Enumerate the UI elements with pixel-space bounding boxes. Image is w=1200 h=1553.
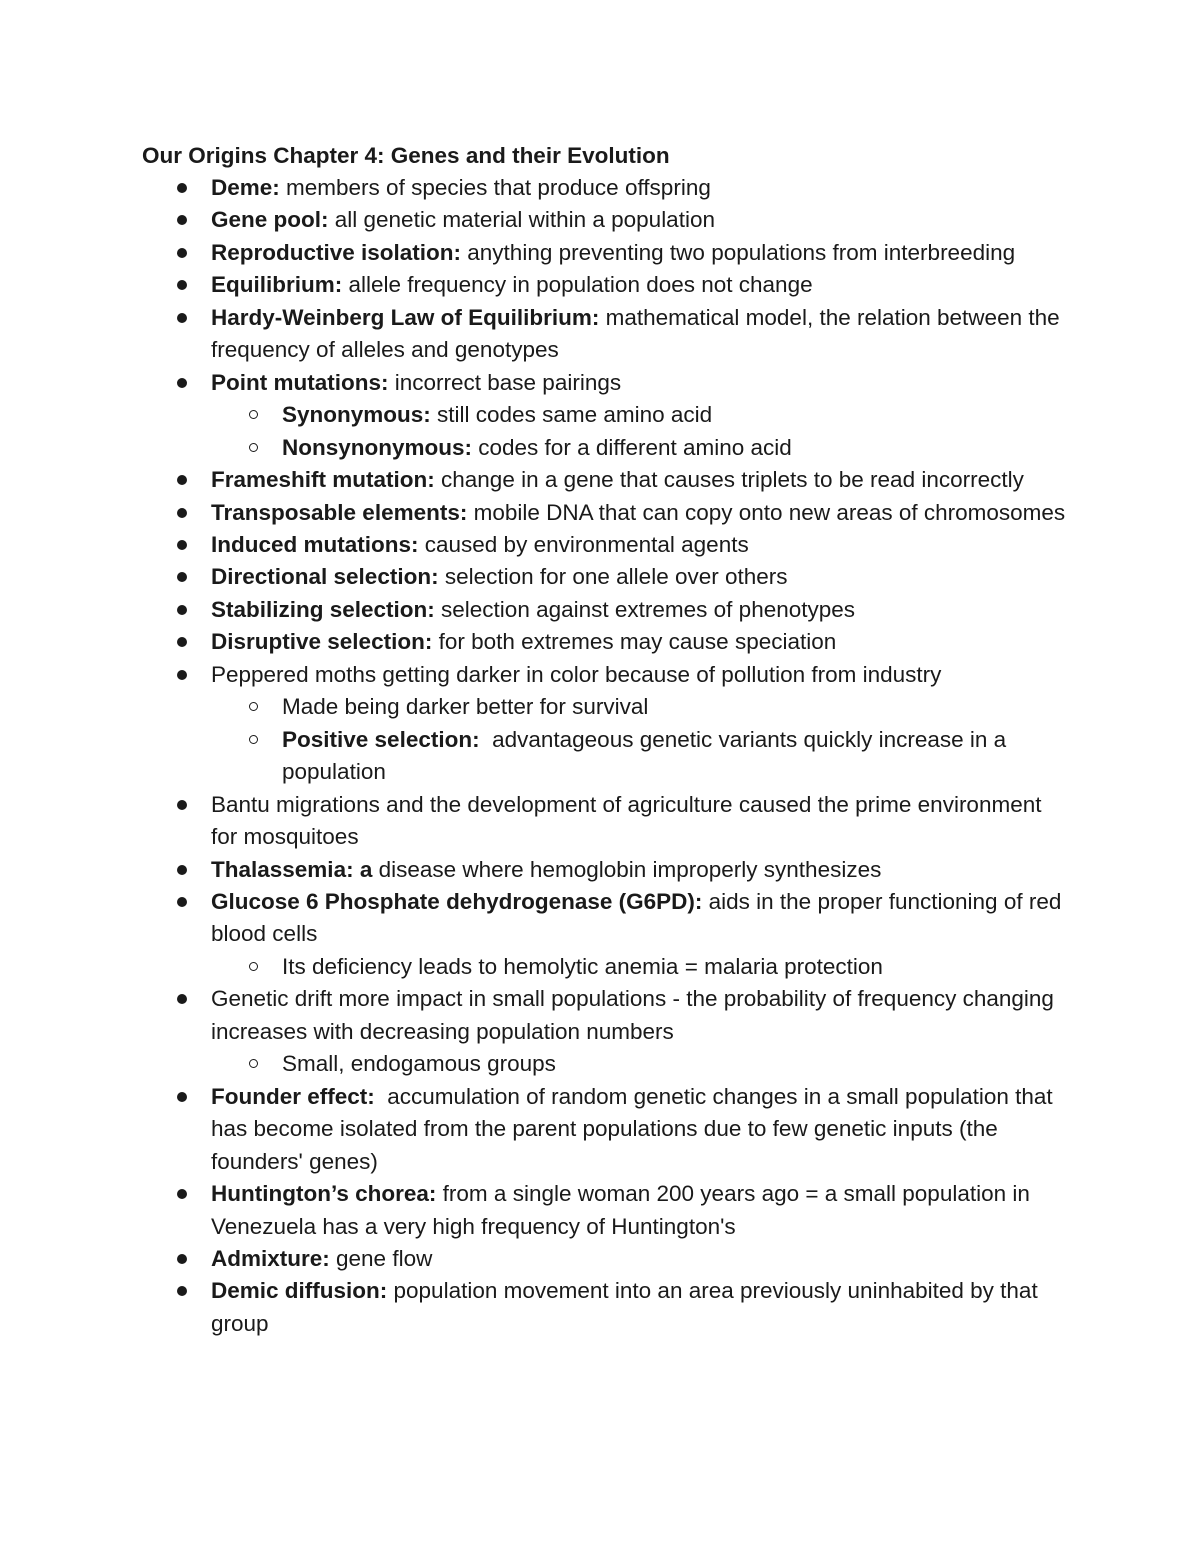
term-label: Glucose 6 Phosphate dehydrogenase (G6PD): xyxy=(211,888,703,914)
bullet-icon xyxy=(177,994,187,1004)
sub-list-item xyxy=(0,432,1071,464)
definition-text: selection against extremes of phenotypes xyxy=(434,596,856,622)
hollow-bullet-icon xyxy=(249,735,258,744)
term-label: Positive selection: xyxy=(282,726,480,752)
definition-text: Made being darker better for survival xyxy=(282,694,649,720)
term-label: Stabilizing selection: xyxy=(211,596,435,622)
definition-text: change in a gene that causes triplets to be read incorrectly xyxy=(434,467,1024,493)
list-item xyxy=(0,659,1071,691)
bullet-icon xyxy=(177,572,187,582)
term-label: Deme: xyxy=(211,175,280,200)
definition-text: allele frequency in population does not change xyxy=(342,272,813,298)
list-item xyxy=(0,269,1071,301)
list-item xyxy=(0,594,1071,626)
term-label: Thalassemia: a xyxy=(211,856,373,882)
term-label: Gene pool: xyxy=(211,207,329,233)
list-item xyxy=(0,854,1071,886)
bullet-icon xyxy=(177,865,187,875)
list-item xyxy=(0,497,1071,529)
bullet-icon xyxy=(177,670,187,680)
list-item xyxy=(0,237,1071,269)
definition-text: for both extremes may cause speciation xyxy=(432,629,837,655)
term-label: Admixture: xyxy=(211,1245,330,1271)
bullet-icon xyxy=(177,508,187,518)
term-label: Frameshift mutation: xyxy=(211,467,435,493)
definition-text: members of species that produce offspring xyxy=(279,175,711,200)
bullet-icon xyxy=(177,248,187,258)
hollow-bullet-icon xyxy=(249,1059,258,1068)
document-title: Our Origins Chapter 4: Genes and their Evolution xyxy=(142,143,670,168)
definition-text: disease where hemoglobin improperly synthesizes xyxy=(372,856,882,882)
bullet-icon xyxy=(177,1254,187,1264)
list-item xyxy=(0,1243,1071,1275)
term-label: Huntington’s chorea: xyxy=(211,1181,437,1207)
bullet-icon xyxy=(177,1189,187,1199)
definition-text: aids in the proper functioning of red blood cells xyxy=(211,888,1068,947)
hollow-bullet-icon xyxy=(249,702,258,711)
definition-text: all genetic material within a population xyxy=(328,207,715,233)
definition-text: incorrect base pairings xyxy=(388,369,622,395)
definition-text: caused by environmental agents xyxy=(418,531,749,557)
term-label: Disruptive selection: xyxy=(211,629,433,655)
definition-text: advantageous genetic variants quickly increase in a population xyxy=(282,726,1013,785)
bullet-icon xyxy=(177,1092,187,1102)
list-item xyxy=(0,367,1071,399)
bullet-icon xyxy=(177,475,187,485)
term-label: Founder effect: xyxy=(211,1083,375,1109)
term-label: Induced mutations: xyxy=(211,531,419,557)
list-item xyxy=(0,626,1071,658)
term-label: Demic diffusion: xyxy=(211,1278,388,1304)
list-item xyxy=(0,561,1071,593)
term-label: Reproductive isolation: xyxy=(211,239,462,265)
definition-text: Small, endogamous groups xyxy=(282,1051,556,1077)
definition-text: accumulation of random genetic changes in a small population that has become isolated from the parent populations due to few genetic inputs (the founders' genes) xyxy=(211,1083,1059,1174)
list-item xyxy=(0,529,1071,561)
sub-list-item xyxy=(0,724,1071,789)
definition-text: population movement into an area previously uninhabited by that group xyxy=(211,1278,1044,1336)
bullet-icon xyxy=(177,378,187,388)
term-label: Point mutations: xyxy=(211,369,389,395)
definition-text: mathematical model, the relation between the frequency of alleles and genotypes xyxy=(211,304,1066,363)
term-label: Hardy-Weinberg Law of Equilibrium: xyxy=(211,304,600,330)
definition-text: from a single woman 200 years ago = a small population in Venezuela has a very high frequency of Huntington's xyxy=(211,1181,1037,1239)
list-item xyxy=(0,204,1071,236)
term-label: Equilibrium: xyxy=(211,272,343,298)
list-item xyxy=(0,1081,1071,1178)
sub-list-item xyxy=(0,951,1071,983)
hollow-bullet-icon xyxy=(249,962,258,971)
bullet-icon xyxy=(177,183,187,193)
definition-text: gene flow xyxy=(329,1245,433,1271)
hollow-bullet-icon xyxy=(249,443,258,452)
definition-text: Genetic drift more impact in small populations - the probability of frequency changing increases with decreasing population numbers xyxy=(211,986,1061,1044)
definition-text: anything preventing two populations from interbreeding xyxy=(461,239,1016,265)
bullet-icon xyxy=(177,637,187,647)
list-item xyxy=(0,302,1071,367)
definition-text: mobile DNA that can copy onto new areas of chromosomes xyxy=(467,499,1066,525)
sub-list-item xyxy=(0,691,1071,723)
bullet-icon xyxy=(177,897,187,907)
list-item xyxy=(0,464,1071,496)
term-label: Transposable elements: xyxy=(211,499,468,525)
definition-text: selection for one allele over others xyxy=(438,564,788,590)
term-label: Directional selection: xyxy=(211,564,439,590)
bullet-icon xyxy=(177,540,187,550)
list-item xyxy=(0,886,1071,951)
bullet-icon xyxy=(177,800,187,810)
list-item xyxy=(0,172,1071,204)
term-label: Nonsynonymous: xyxy=(282,434,473,460)
bullet-icon xyxy=(177,280,187,290)
notes-list xyxy=(0,172,1200,1340)
list-item xyxy=(0,1178,1071,1243)
bullet-icon xyxy=(177,1286,187,1296)
sub-list-item xyxy=(0,399,1071,431)
bullet-icon xyxy=(177,313,187,323)
sub-list-item xyxy=(0,1048,1071,1080)
bullet-icon xyxy=(177,215,187,225)
list-item xyxy=(0,983,1071,1048)
definition-text: Peppered moths getting darker in color because of pollution from industry xyxy=(211,661,942,687)
bullet-icon xyxy=(177,605,187,615)
term-label: Synonymous: xyxy=(282,402,431,428)
hollow-bullet-icon xyxy=(249,410,258,419)
definition-text: still codes same amino acid xyxy=(430,402,713,428)
list-item xyxy=(0,789,1071,854)
definition-text: codes for a different amino acid xyxy=(472,434,792,460)
list-item xyxy=(0,1275,1071,1340)
definition-text: Bantu migrations and the development of agriculture caused the prime environment for mosquitoes xyxy=(211,791,1048,850)
definition-text: Its deficiency leads to hemolytic anemia = malaria protection xyxy=(282,953,883,979)
